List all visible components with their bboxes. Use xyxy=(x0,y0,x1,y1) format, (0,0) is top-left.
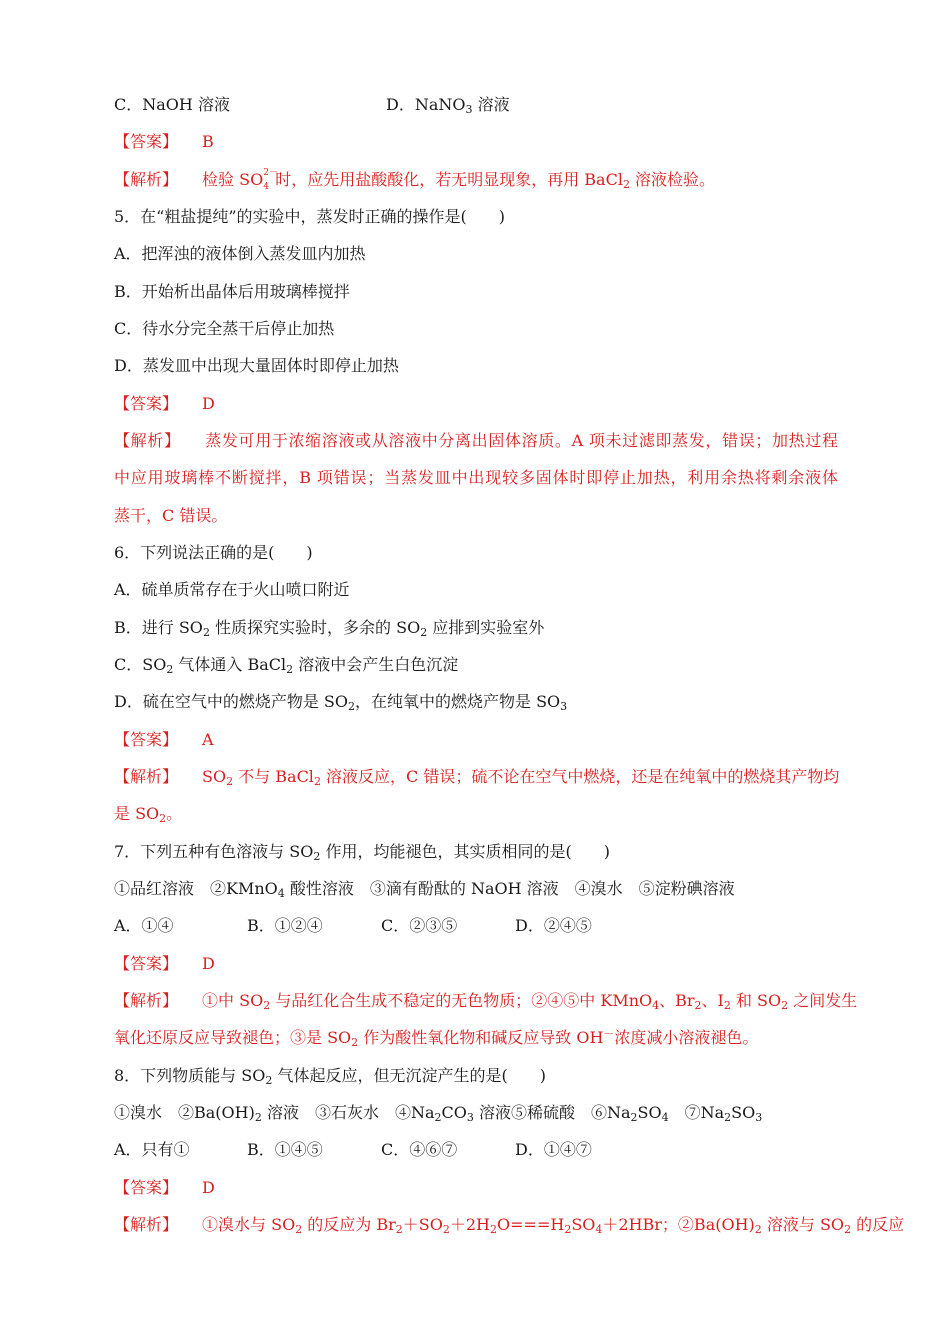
q4-analysis: 【解析】 检验 SO 2－ 4 时，应先用盐酸酸化，若无明显现象，再用 BaCl$_2$ 溶液检验。 xyxy=(114,168,716,192)
q6-answer xyxy=(114,729,838,751)
answer-tag: 【答案】 xyxy=(114,1178,179,1197)
q5-analysis-line2: 中应用玻璃棒不断搅拌，B 项错误；当蒸发皿中出现较多固体时即停止加热，利用余热将剩余液体 xyxy=(114,468,838,487)
q5-analysis-line3: 蒸干，C 错误。 xyxy=(114,506,228,525)
q6-analysis-line2: 是 $SO_2$。 xyxy=(114,804,183,825)
q7-option-d: D．②④⑤ xyxy=(515,916,592,935)
q6-stem: 6．下列说法正确的是( ) xyxy=(114,543,313,562)
answer-value: B xyxy=(202,132,214,151)
q8-option-a: A．只有① xyxy=(114,1140,190,1159)
q7-stem: 7．下列五种有色溶液与 $SO_2$ 作用，均能褪色，其实质相同的是( ) xyxy=(114,842,610,863)
q7-answer xyxy=(114,953,838,975)
answer-value: D xyxy=(202,394,215,413)
q6-option-b: B．进行 $SO_2$ 性质探究实验时，多余的 $SO_2$ 应排到实验室外 xyxy=(114,618,545,639)
q7-option-b: B．①②④ xyxy=(247,916,323,935)
q8-items: ①溴水 $②Ba(OH)_2$ 溶液 ③石灰水 $④Na_2CO_3$ 溶液⑤稀硫酸 $⑥Na_2SO_4$ $⑦Na_2SO_3$ xyxy=(114,1103,763,1124)
analysis-tag: 【解析】 xyxy=(114,431,181,450)
q8-option-c: C．④⑥⑦ xyxy=(381,1140,458,1159)
q6-option-a: A．硫单质常存在于火山喷口附近 xyxy=(114,580,350,599)
q6-analysis-line1: 【解析】 $SO_2$ 不与 BaCl$_2$ 溶液反应，C 错误；硫不论在空气中燃烧，还是在纯氧中的燃烧其产物均 xyxy=(114,767,840,788)
q7-items: ①品红溶液 ②KMnO$_4$ 酸性溶液 ③滴有酚酞的 NaOH 溶液 ④溴水 ⑤淀粉碘溶液 xyxy=(114,879,735,900)
analysis-tag: 【解析】 xyxy=(114,170,179,189)
q7-analysis-line2: 氧化还原反应导致褪色；③是 $SO_2$ 作为酸性氧化物和碱反应导致 OH－浓度减小溶液褪色。 xyxy=(114,1027,759,1049)
q5-answer xyxy=(114,393,838,415)
analysis-tag: 【解析】 xyxy=(114,767,179,786)
answer-value: D xyxy=(202,1178,215,1197)
q8-answer xyxy=(114,1177,838,1199)
answer-tag: 【答案】 xyxy=(114,394,179,413)
q7-analysis-line1: 【解析】 ①中 $SO_2$ 与品红化合生成不稳定的无色物质；②④⑤中 KMnO$_4$、$Br_2$、$I_2$ 和 $SO_2$ 之间发生 xyxy=(114,991,858,1012)
q7-option-a: A．①④ xyxy=(114,916,174,935)
q5-option-d: D．蒸发皿中出现大量固体时即停止加热 xyxy=(114,356,399,375)
q8-option-d: D．①④⑦ xyxy=(515,1140,592,1159)
q6-option-d: D．硫在空气中的燃烧产物是 $SO_2$，在纯氧中的燃烧产物是 $SO_3$ xyxy=(114,692,568,713)
q6-option-c: C．$SO_2$ 气体通入 BaCl$_2$ 溶液中会产生白色沉淀 xyxy=(114,655,459,676)
q8-option-b: B．①④⑤ xyxy=(247,1140,323,1159)
q8-stem: 8．下列物质能与 $SO_2$ 气体起反应，但无沉淀产生的是( ) xyxy=(114,1066,546,1087)
q4-option-d: D．NaNO$_3$ 溶液 xyxy=(386,95,510,116)
answer-tag: 【答案】 xyxy=(114,954,179,973)
q5-analysis-line1: 【解析】 蒸发可用于浓缩溶液或从溶液中分离出固体溶质。A 项未过滤即蒸发，错误；加热过程 xyxy=(114,431,838,450)
q7-options xyxy=(114,915,838,937)
q8-options xyxy=(114,1139,838,1161)
analysis-tag: 【解析】 xyxy=(114,991,179,1010)
q7-option-c: C．②③⑤ xyxy=(381,916,458,935)
q5-option-c: C．待水分完全蒸干后停止加热 xyxy=(114,319,335,338)
answer-value: D xyxy=(202,954,215,973)
answer-tag: 【答案】 xyxy=(114,730,179,749)
q4-options-cd xyxy=(114,94,838,116)
analysis-tag: 【解析】 xyxy=(114,1215,179,1234)
q4-answer xyxy=(114,131,838,153)
answer-tag: 【答案】 xyxy=(114,132,179,151)
q5-option-b: B．开始析出晶体后用玻璃棒搅拌 xyxy=(114,282,350,301)
q5-stem: 5．在“粗盐提纯”的实验中，蒸发时正确的操作是( ) xyxy=(114,207,506,226)
q5-option-a: A．把浑浊的液体倒入蒸发皿内加热 xyxy=(114,244,366,263)
q8-analysis-line1: 【解析】 ①溴水与 $SO_2$ 的反应为 $Br_2+SO_2+2H_2O===H_2SO_4+2HBr$；$②Ba(OH)_2$ 溶液与 $SO_2$ 的反应 xyxy=(114,1215,905,1236)
q4-option-c: C．NaOH 溶液 xyxy=(114,95,230,114)
answer-value: A xyxy=(202,730,214,749)
